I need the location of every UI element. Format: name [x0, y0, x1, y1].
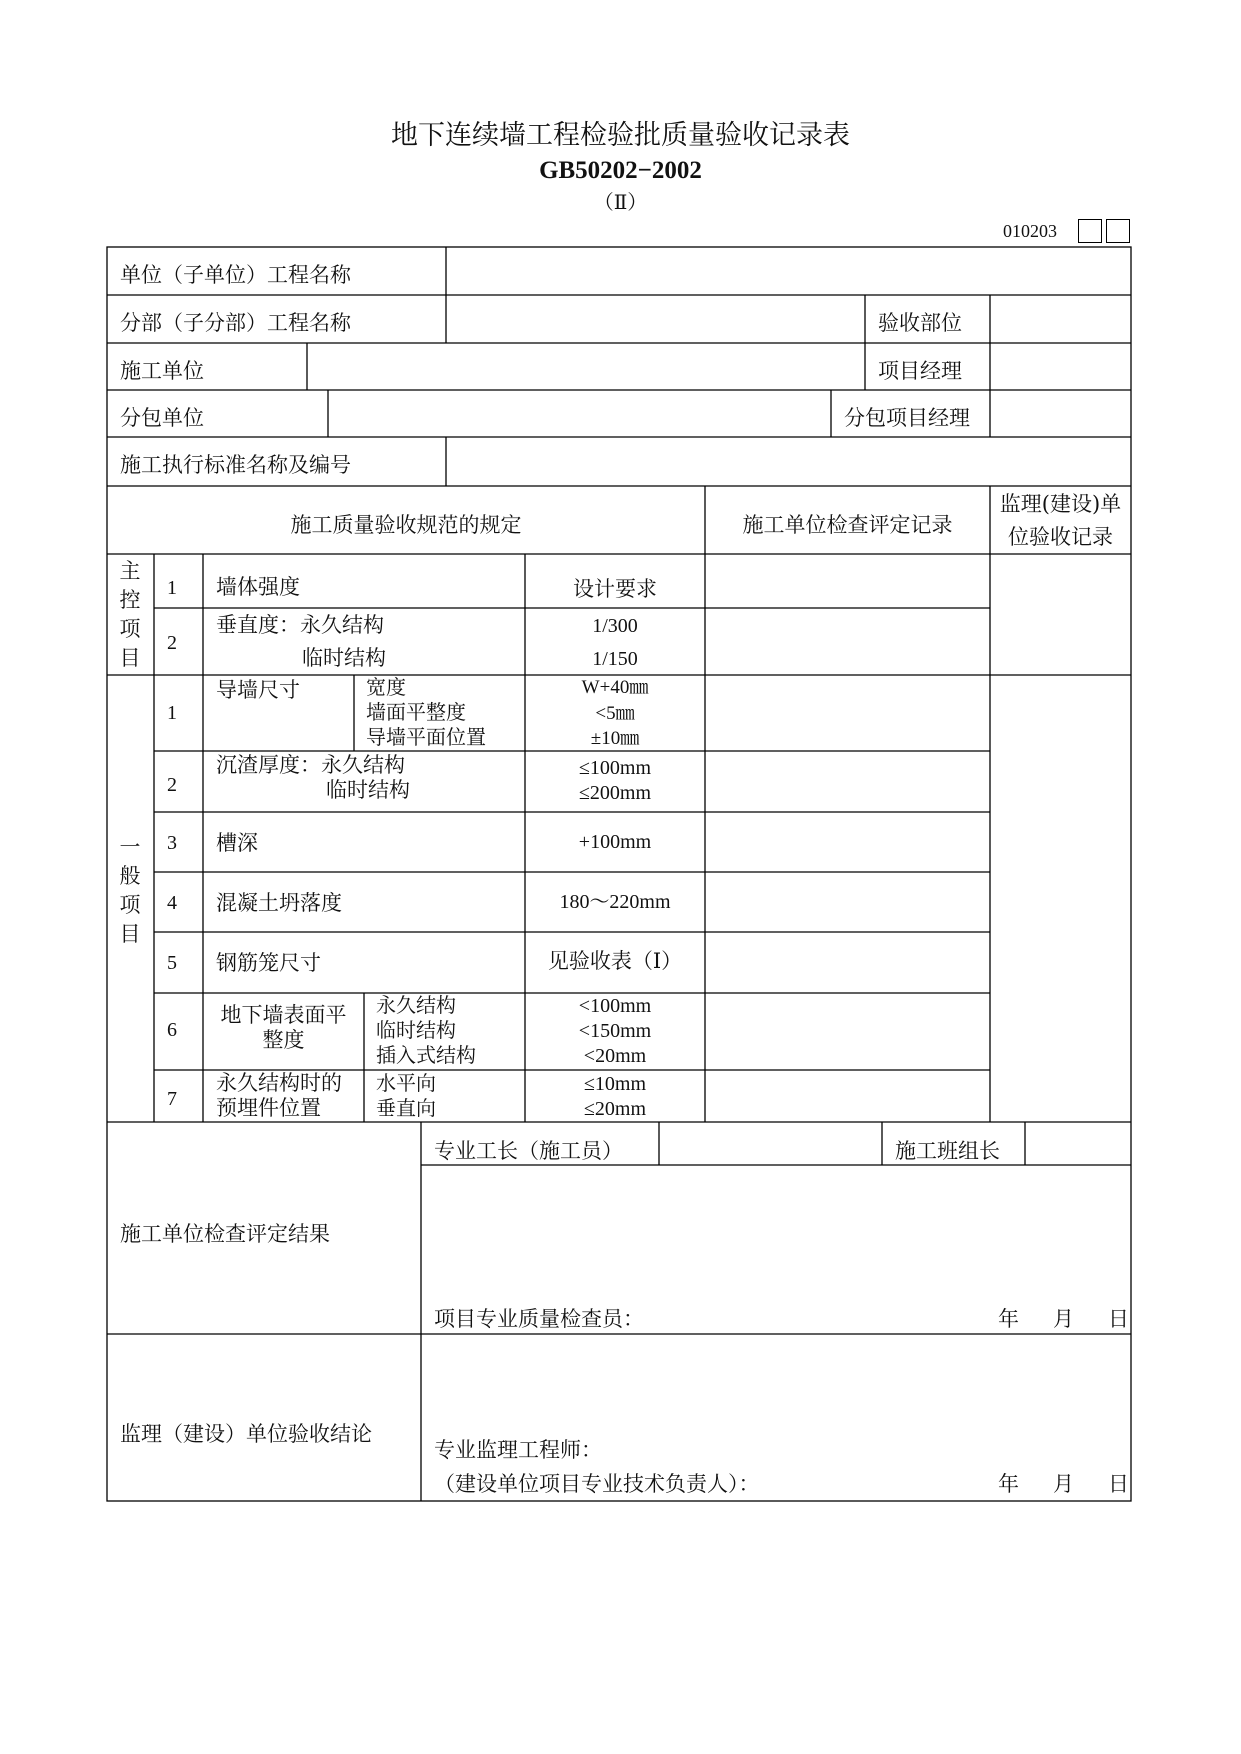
general-item-3-req: +100mm [578, 831, 652, 853]
main-item-2-no: 2 [167, 632, 177, 654]
sub-project-label: 分部（子分部）工程名称 [120, 311, 351, 335]
general-item-4-req: 180～220mm [559, 891, 671, 913]
form-number: 010203 [1003, 221, 1057, 241]
general-item-2-record[interactable] [706, 752, 989, 811]
supervisor-label: 专业监理工程师： [434, 1438, 602, 1462]
page-title: 地下连续墙工程检验批质量验收记录表 [391, 120, 850, 151]
general-item-2-name-line1: 沉渣厚度：永久结构 [216, 753, 405, 777]
main-control-label-text: 主控项目 [119, 559, 141, 670]
general-item-3-record[interactable] [706, 813, 989, 871]
general-item-1-sub-3: 导墙平面位置 [366, 725, 486, 749]
general-item-7-record[interactable] [706, 1071, 989, 1121]
supervision-conclusion-label: 监理（建设）单位验收结论 [120, 1422, 372, 1446]
conclusion-year: 年 [998, 1472, 1019, 1496]
general-item-7-req-2: ≤20mm [583, 1098, 647, 1120]
general-item-6-sub-2: 临时结构 [376, 1018, 456, 1042]
supervision-conclusion-field[interactable] [422, 1335, 1130, 1435]
general-item-7-name-line1: 永久结构时的 [216, 1071, 342, 1095]
general-item-7-sub-1: 水平向 [376, 1071, 436, 1095]
general-item-7-name-line2: 预埋件位置 [216, 1096, 321, 1120]
foreman-label: 专业工长（施工员） [434, 1139, 623, 1163]
project-manager-label: 项目经理 [878, 359, 962, 383]
subcontract-manager-field[interactable] [991, 391, 1130, 436]
main-item-2-record[interactable] [706, 609, 989, 674]
general-item-1-req-3: ±10㎜ [590, 728, 640, 749]
general-item-2-name-line2: 临时结构 [326, 778, 410, 802]
general-item-6-record[interactable] [706, 994, 989, 1069]
standard-field[interactable] [447, 438, 1130, 485]
acceptance-part-label: 验收部位 [878, 311, 962, 335]
general-item-6-req-1: <100mm [578, 995, 652, 1017]
owner-rep-label: （建设单位项目专业技术负责人）： [434, 1472, 760, 1496]
general-item-2-req-2: ≤200mm [578, 782, 652, 804]
result-month: 月 [1053, 1307, 1074, 1331]
general-item-6-sub-1: 永久结构 [376, 993, 456, 1017]
project-manager-field[interactable] [991, 344, 1130, 389]
result-year: 年 [998, 1307, 1019, 1331]
subcontract-unit-label: 分包单位 [120, 406, 204, 430]
general-item-1-req-1: W+40㎜ [581, 677, 649, 698]
team-leader-label: 施工班组长 [895, 1139, 1000, 1163]
general-item-6-name-line1: 地下墙表面平 [220, 1003, 347, 1027]
main-supervision-record[interactable] [991, 555, 1130, 674]
general-label-text: 一般项目 [119, 835, 141, 946]
general-item-2-no: 2 [167, 774, 177, 796]
conclusion-month: 月 [1053, 1472, 1074, 1496]
general-item-4-record[interactable] [706, 873, 989, 931]
general-item-7-sub-2: 垂直向 [376, 1096, 436, 1120]
standard-label: 施工执行标准名称及编号 [120, 453, 351, 477]
construction-unit-field[interactable] [308, 344, 864, 389]
subcontract-unit-field[interactable] [329, 391, 830, 436]
main-item-1-no: 1 [167, 577, 177, 599]
general-item-6-sub-3: 插入式结构 [376, 1043, 476, 1067]
general-item-5-no: 5 [167, 952, 177, 974]
subcontract-manager-label: 分包项目经理 [844, 406, 970, 430]
quality-inspector-label: 项目专业质量检查员： [434, 1307, 644, 1331]
general-supervision-record[interactable] [991, 676, 1130, 1121]
general-item-3-name: 槽深 [216, 831, 258, 855]
main-item-2-name-line2: 临时结构 [302, 646, 386, 670]
supervision-header-line2: 位验收记录 [1008, 525, 1113, 549]
general-item-5-name: 钢筋笼尺寸 [216, 951, 321, 975]
construction-unit-label: 施工单位 [120, 359, 204, 383]
general-label [115, 833, 145, 949]
sub-project-field[interactable] [447, 296, 864, 342]
general-item-1-name: 导墙尺寸 [216, 678, 300, 702]
general-item-1-sub-1: 宽度 [366, 675, 406, 699]
unit-project-label: 单位（子单位）工程名称 [120, 263, 351, 287]
spec-header: 施工质量验收规范的规定 [290, 513, 522, 537]
general-item-5-record[interactable] [706, 933, 989, 992]
general-item-6-name-line2: 整度 [262, 1028, 305, 1052]
result-day: 日 [1108, 1307, 1129, 1331]
main-item-1-name: 墙体强度 [216, 575, 300, 599]
general-item-1-sub-2: 墙面平整度 [366, 700, 466, 724]
general-item-2-req-1: ≤100mm [578, 757, 652, 779]
unit-project-field[interactable] [447, 248, 1130, 294]
supervision-header-line1: 监理(建设)单 [999, 492, 1122, 516]
general-item-7-no: 7 [167, 1088, 177, 1110]
general-item-1-no: 1 [167, 702, 177, 724]
construction-result-field[interactable] [422, 1166, 1130, 1294]
general-item-3-no: 3 [167, 832, 177, 854]
part-number: （Ⅱ） [593, 190, 648, 214]
foreman-field[interactable] [660, 1123, 881, 1164]
main-item-2-req2: 1/150 [592, 648, 638, 670]
conclusion-day: 日 [1108, 1472, 1129, 1496]
standard-code: GB50202−2002 [539, 157, 702, 184]
main-item-2-name-line1: 垂直度：永久结构 [216, 613, 384, 637]
construction-result-label: 施工单位检查评定结果 [120, 1222, 330, 1246]
general-item-6-req-2: <150mm [578, 1020, 652, 1042]
general-item-4-name: 混凝土坍落度 [216, 891, 342, 915]
general-item-4-no: 4 [167, 892, 177, 914]
general-item-1-req-2: <5㎜ [595, 703, 635, 724]
main-item-1-record[interactable] [706, 555, 989, 607]
general-item-6-no: 6 [167, 1019, 177, 1041]
team-leader-field[interactable] [1026, 1123, 1130, 1164]
acceptance-part-field[interactable] [991, 296, 1130, 342]
main-item-2-req1: 1/300 [592, 615, 638, 637]
general-item-6-req-3: <20mm [583, 1045, 647, 1067]
main-control-label [115, 557, 145, 673]
main-item-1-req: 设计要求 [573, 577, 657, 601]
check-record-header: 施工单位检查评定记录 [742, 513, 953, 537]
general-item-7-req-1: ≤10mm [583, 1073, 647, 1095]
general-item-5-req: 见验收表（Ⅰ） [547, 949, 683, 973]
general-item-1-record[interactable] [706, 676, 989, 750]
